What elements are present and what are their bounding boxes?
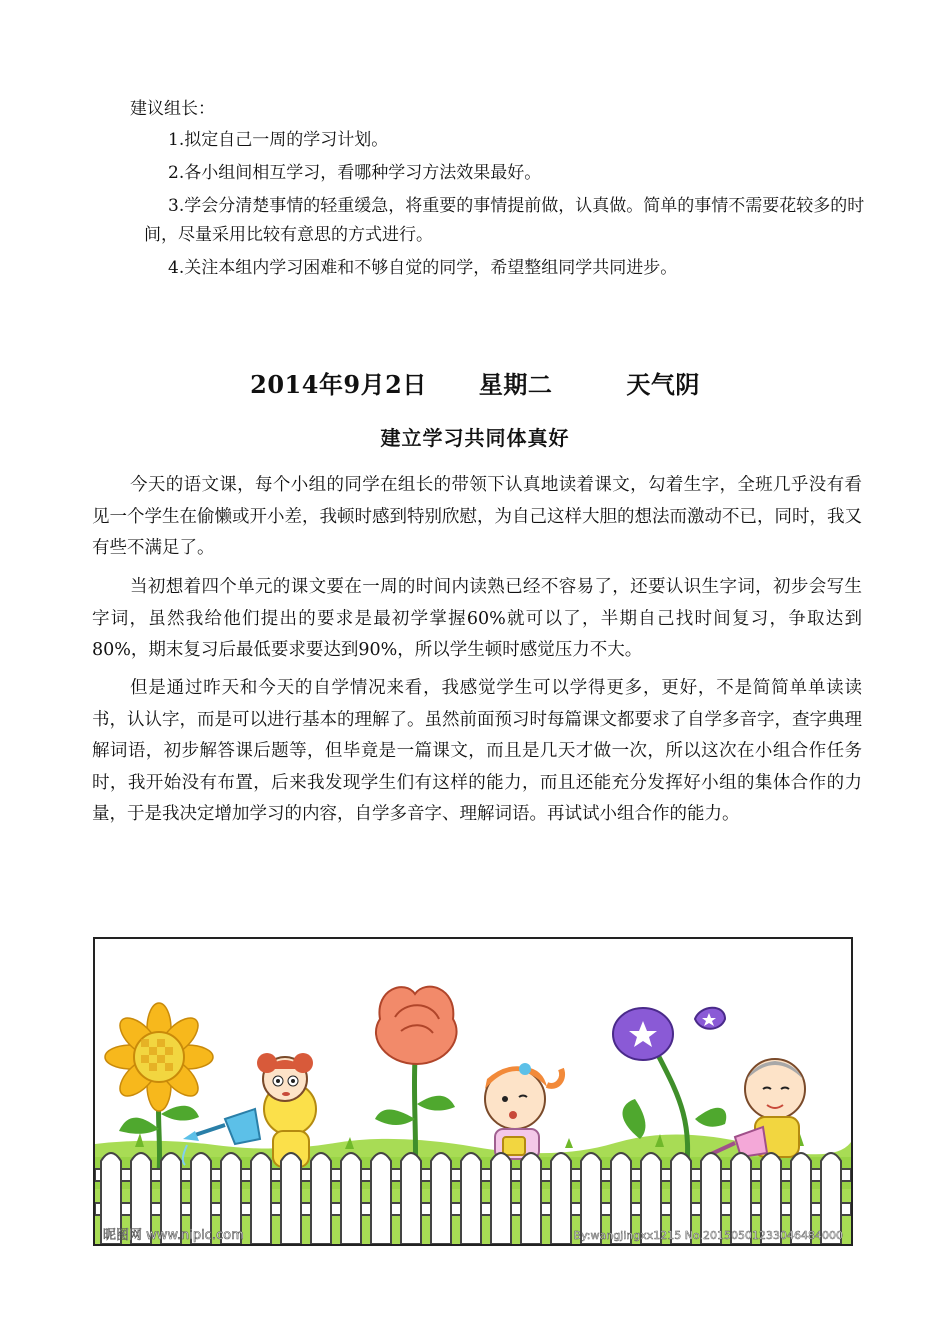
entry-date: 2014年9月2日 [250, 370, 427, 399]
paragraph: 但是通过昨天和今天的自学情况来看，我感觉学生可以学得更多，更好，不是简简单单读读书，认认字，而是可以进行基本的理解了。虽然前面预习时每篇课文都要求了自学多音字，查字典理解词语，初步解答课后题等，但毕竟是一篇课文，而且是几天才做一次，所以这次在小组合作任务时，我开始没有布置，后来我发现学生们有这样的能力，而且还能充分发挥好小组的集体合作的力量，于是我决定增加学习的内容，自学多音字、理解词语。再试试小组合作的能力。 [92, 678, 862, 824]
watermark-left: 昵图网 www.nipic.com [103, 1228, 244, 1243]
fence-picket [431, 1153, 451, 1244]
fence-picket [491, 1153, 511, 1244]
entry-date-line [0, 365, 950, 400]
list-item: 2.各小组间相互学习，看哪种学习方法效果最好。 [168, 163, 542, 183]
fence-picket [311, 1153, 331, 1244]
garden-scene-image [95, 939, 851, 1244]
list-item: 3.学会分清楚事情的轻重缓急，将重要的事情提前做，认真做。简单的事情不需要花较多的时间，尽量采用比较有意思的方式进行。 [144, 196, 865, 245]
suggestion-heading: 建议组长： [130, 99, 215, 119]
fence-picket [551, 1153, 571, 1244]
list-item: 1.拟定自己一周的学习计划。 [168, 130, 389, 150]
paragraph: 今天的语文课，每个小组的同学在组长的带领下认真地读着课文，勾着生字，全班几乎没有看见一个学生在偷懒或开小差，我顿时感到特别欣慰，为自己这样大胆的想法而激动不已，同时，我又有些不满足了。 [92, 475, 862, 558]
fence-picket [281, 1153, 301, 1244]
list-item: 4.关注本组内学习困难和不够自觉的同学，希望整组同学共同进步。 [168, 258, 678, 278]
fence-picket [461, 1153, 481, 1244]
entry-weather: 天气阴 [626, 370, 700, 399]
fence-picket [341, 1153, 361, 1244]
fence-picket [521, 1153, 541, 1244]
fence-picket [401, 1153, 421, 1244]
entry-weekday: 星期二 [478, 370, 553, 399]
fence-picket [251, 1153, 271, 1244]
garden-illustration [93, 937, 853, 1246]
paragraph: 当初想着四个单元的课文要在一周的时间内读熟已经不容易了，还要认识生字词，初步会写生字词，虽然我给他们提出的要求是最初学掌握60%就可以了，半期自己找时间复习，争取达到80%，期末复习后最低要求要达到90%，所以学生顿时感觉压力不大。 [92, 577, 862, 660]
watermark-right: By:wangjingxx1215 No.20150501233046484000 [573, 1229, 843, 1242]
fence-picket [371, 1153, 391, 1244]
entry-title: 建立学习共同体真好 [380, 426, 570, 450]
suggestion-list [130, 126, 870, 287]
